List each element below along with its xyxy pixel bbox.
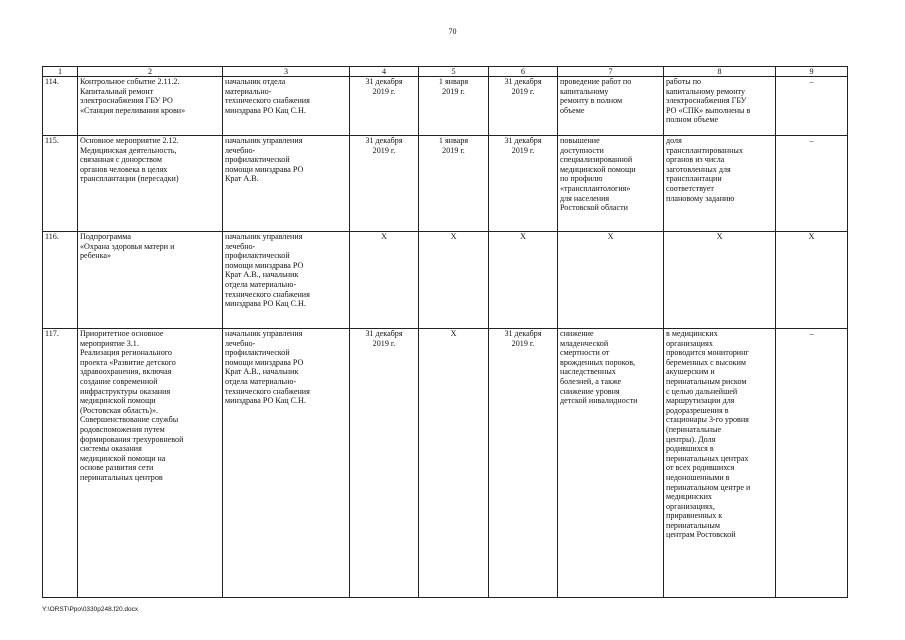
date-cell: 31 декабря 2019 г.	[489, 329, 558, 598]
responsible: начальник отдела материально- технического снабжения минздрава РО Кац С.Н.	[223, 77, 350, 136]
header-cell: 4	[350, 67, 419, 77]
date-cell: 31 декабря 2019 г.	[489, 77, 558, 136]
date-cell: 31 декабря 2019 г.	[489, 136, 558, 232]
table-row	[43, 136, 848, 232]
date-cell: 31 декабря 2019 г.	[350, 77, 419, 136]
date-cell: 1 января 2019 г.	[419, 77, 489, 136]
header-cell: 7	[558, 67, 664, 77]
date-cell: Х	[489, 232, 558, 329]
table-row	[43, 77, 848, 136]
header-cell: 2	[78, 67, 223, 77]
date-cell: 31 декабря 2019 г.	[350, 136, 419, 232]
responsible: начальник управления лечебно- профилактической помощи минздрава РО Крат А.В.	[223, 136, 350, 232]
table-row	[43, 232, 848, 329]
expected-result: Х	[558, 232, 664, 329]
date-cell: 1 января 2019 г.	[419, 136, 489, 232]
row-number: 116.	[43, 232, 78, 329]
row-number: 115.	[43, 136, 78, 232]
date-cell: Х	[419, 329, 489, 598]
header-cell: 8	[664, 67, 776, 77]
event-name: Контрольное событие 2.11.2. Капитальный ремонт электроснабжения ГБУ РО «Станция переливания крови»	[78, 77, 223, 136]
header-cell: 1	[43, 67, 78, 77]
header-cell: 3	[223, 67, 350, 77]
event-name: Основное мероприятие 2.12. Медицинская деятельность, связанная с донорством органов человека в целях трансплантации (пересадки)	[78, 136, 223, 232]
actual-result: работы по капитальному ремонту электроснабжения ГБУ РО «СПК» выполнены в полном объеме	[664, 77, 776, 136]
expected-result: повышение доступности специализированной медицинской помощи по профилю «трансплантология» для населения Ростовской области	[558, 136, 664, 232]
table-row	[43, 329, 848, 598]
col9-cell: Х	[776, 232, 848, 329]
responsible: начальник управления лечебно- профилактической помощи минздрава РО Крат А.В., начальник отдела материально- технического снабжения минздрава РО Кац С.Н.	[223, 329, 350, 598]
event-name: Подпрограмма «Охрана здоровья матери и ребенка»	[78, 232, 223, 329]
date-cell: 31 декабря 2019 г.	[350, 329, 419, 598]
date-cell: Х	[350, 232, 419, 329]
actual-result: доля трансплантированных органов из числа заготовленных для трансплантации соответствует плановому заданию	[664, 136, 776, 232]
col9-cell: –	[776, 136, 848, 232]
plan-table	[42, 66, 848, 598]
page-number: 70	[448, 27, 457, 36]
expected-result: проведение работ по капитальному ремонту в полном объеме	[558, 77, 664, 136]
header-cell: 5	[419, 67, 489, 77]
actual-result: в медицинских организациях проводится мониторинг беременных с высоким акушерским и перинатальным риском с целью дальнейшей маршрутизации для родоразрешения в стационары 3-го уровня (перинатальные центры). Доля родившихся в перинатальных центрах от всех родившихся недоношенными в перинатальном центре и медицинских организациях, приравненных к перинатальным центрам Ростовской	[664, 329, 776, 598]
file-path-footer: Y:\ORST\Ppo\0330p248.f20.docx	[42, 606, 139, 613]
actual-result: Х	[664, 232, 776, 329]
col9-cell: –	[776, 77, 848, 136]
row-number: 117.	[43, 329, 78, 598]
responsible: начальник управления лечебно- профилактической помощи минздрава РО Крат А.В., начальник отдела материально- технического снабжения минздрава РО Кац С.Н.	[223, 232, 350, 329]
col9-cell: –	[776, 329, 848, 598]
table-header-row	[43, 67, 848, 77]
event-name: Приоритетное основное мероприятие 3.1. Реализация регионального проекта «Развитие детского здравоохранения, включая создание современной инфраструктуры оказания медицинской помощи (Ростовская область)». Совершенствование службы родовспоможения путем формирования трехуровневой системы оказания медицинской помощи на основе развития сети перинатальных центров	[78, 329, 223, 598]
header-cell: 9	[776, 67, 848, 77]
date-cell: Х	[419, 232, 489, 329]
header-cell: 6	[489, 67, 558, 77]
expected-result: снижение младенческой смертности от врожденных пороков, наследственных болезней, а также снижение уровня детской инвалидности	[558, 329, 664, 598]
row-number: 114.	[43, 77, 78, 136]
